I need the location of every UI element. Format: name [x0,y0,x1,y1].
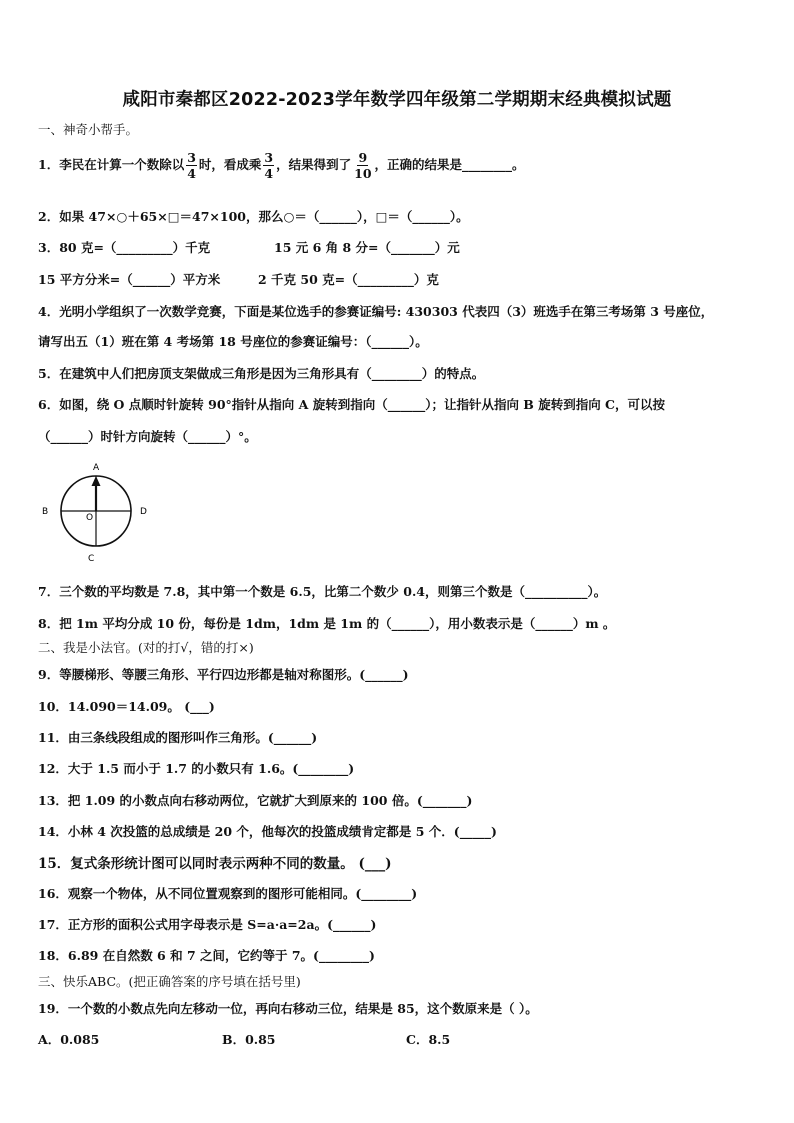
question-1 [38,150,525,181]
fraction-3 [353,150,372,181]
fraction-3-denominator: 10 [354,166,372,181]
question-5: 5．在建筑中人们把房顶支架做成三角形是因为三角形具有（________）的特点。 [38,366,485,381]
question-17: 17．正方形的面积公式用字母表示是 S=a·a=2a。(______) [38,917,377,932]
fraction-3-numerator: 9 [358,150,368,165]
option-c: C．8.5 [406,1032,451,1047]
fraction-2 [263,150,274,181]
figure-pointer-arrowhead [92,476,101,486]
section-2-heading: 二、我是小法官。(对的打√，错的打×) [38,640,254,655]
question-19: 19．一个数的小数点先向左移动一位，再向右移动三位，结果是 85，这个数原来是（ ）。 [38,1001,538,1016]
q1-text-1: 1．李民在计算一个数除以 [38,157,185,172]
question-3-part-a: 3．80 克=（_________）千克 [38,240,211,255]
question-3-part-d: 2 千克 50 克=（_________）克 [258,272,439,287]
question-14: 14．小林 4 次投篮的总成绩是 20 个，他每次的投篮成绩肯定都是 5 个．(_____) [38,824,497,839]
question-10: 10．14.090＝14.09。 (___) [38,699,215,714]
section-3-heading: 三、快乐ABC。(把正确答案的序号填在括号里) [38,974,301,989]
question-15: 15．复式条形统计图可以同时表示两种不同的数量。 (___) [38,856,392,872]
question-18: 18．6.89 在自然数 6 和 7 之间，它约等于 7。(________) [38,948,375,963]
question-4-line-1: 4．光明小学组织了一次数学竞赛，下面是某位选手的参赛证编号: 430303 代表四（3）班选手在第三考场第 3 号座位， [38,304,714,319]
question-2: 2．如果 47×○＋65×□＝47×100，那么○＝（______），□＝（______）。 [38,209,469,224]
question-4-line-2: 请写出五（1）班在第 4 考场第 18 号座位的参赛证编号：（______）。 [38,334,428,349]
question-6-line-2: （______）时针方向旋转（______）°。 [38,429,257,444]
question-12: 12．大于 1.5 而小于 1.7 的小数只有 1.6。(________) [38,761,355,776]
question-16: 16．观察一个物体，从不同位置观察到的图形可能相同。(________) [38,886,418,901]
question-3-part-b: 15 元 6 角 8 分=（_______）元 [274,240,460,255]
page-title: 咸阳市秦都区2022-2023学年数学四年级第二学期期末经典模拟试题 [122,90,672,110]
fraction-2-numerator: 3 [264,150,274,165]
question-11: 11．由三条线段组成的图形叫作三角形。(______) [38,730,318,745]
question-8: 8．把 1m 平均分成 10 份，每份是 1dm，1dm 是 1m 的（______），用小数表示是（______）m 。 [38,616,616,631]
figure-label-a: A [93,463,100,473]
clock-rotation-figure [36,456,186,576]
figure-label-o: O [86,513,94,523]
q1-text-2: 时，看成乘 [198,157,262,172]
fraction-1-denominator: 4 [187,166,196,181]
question-9: 9．等腰梯形、等腰三角形、平行四边形都是轴对称图形。(______) [38,667,409,682]
q1-text-4: ，正确的结果是________。 [374,157,525,172]
q1-text-3: ，结果得到了 [276,157,352,172]
question-7: 7．三个数的平均数是 7.8，其中第一个数是 6.5，比第二个数少 0.4，则第三个数是（__________）。 [38,584,607,599]
option-b: B．0.85 [222,1032,276,1047]
fraction-1-numerator: 3 [187,150,196,165]
figure-label-d: D [140,507,147,517]
figure-label-b: B [42,507,49,517]
figure-label-c: C [88,554,95,564]
fraction-1 [186,150,197,181]
question-13: 13．把 1.09 的小数点向右移动两位，它就扩大到原来的 100 倍。(_______) [38,793,473,808]
section-1-heading: 一、神奇小帮手。 [38,122,139,137]
question-3-part-c: 15 平方分米=（______）平方米 [38,272,221,287]
question-6-line-1: 6．如图，绕 O 点顺时针旋转 90°指针从指向 A 旋转到指向（______）；让指针从指向 B 旋转到指向 C，可以按 [38,397,666,412]
fraction-2-denominator: 4 [264,166,274,181]
option-a: A．0.085 [38,1032,100,1047]
